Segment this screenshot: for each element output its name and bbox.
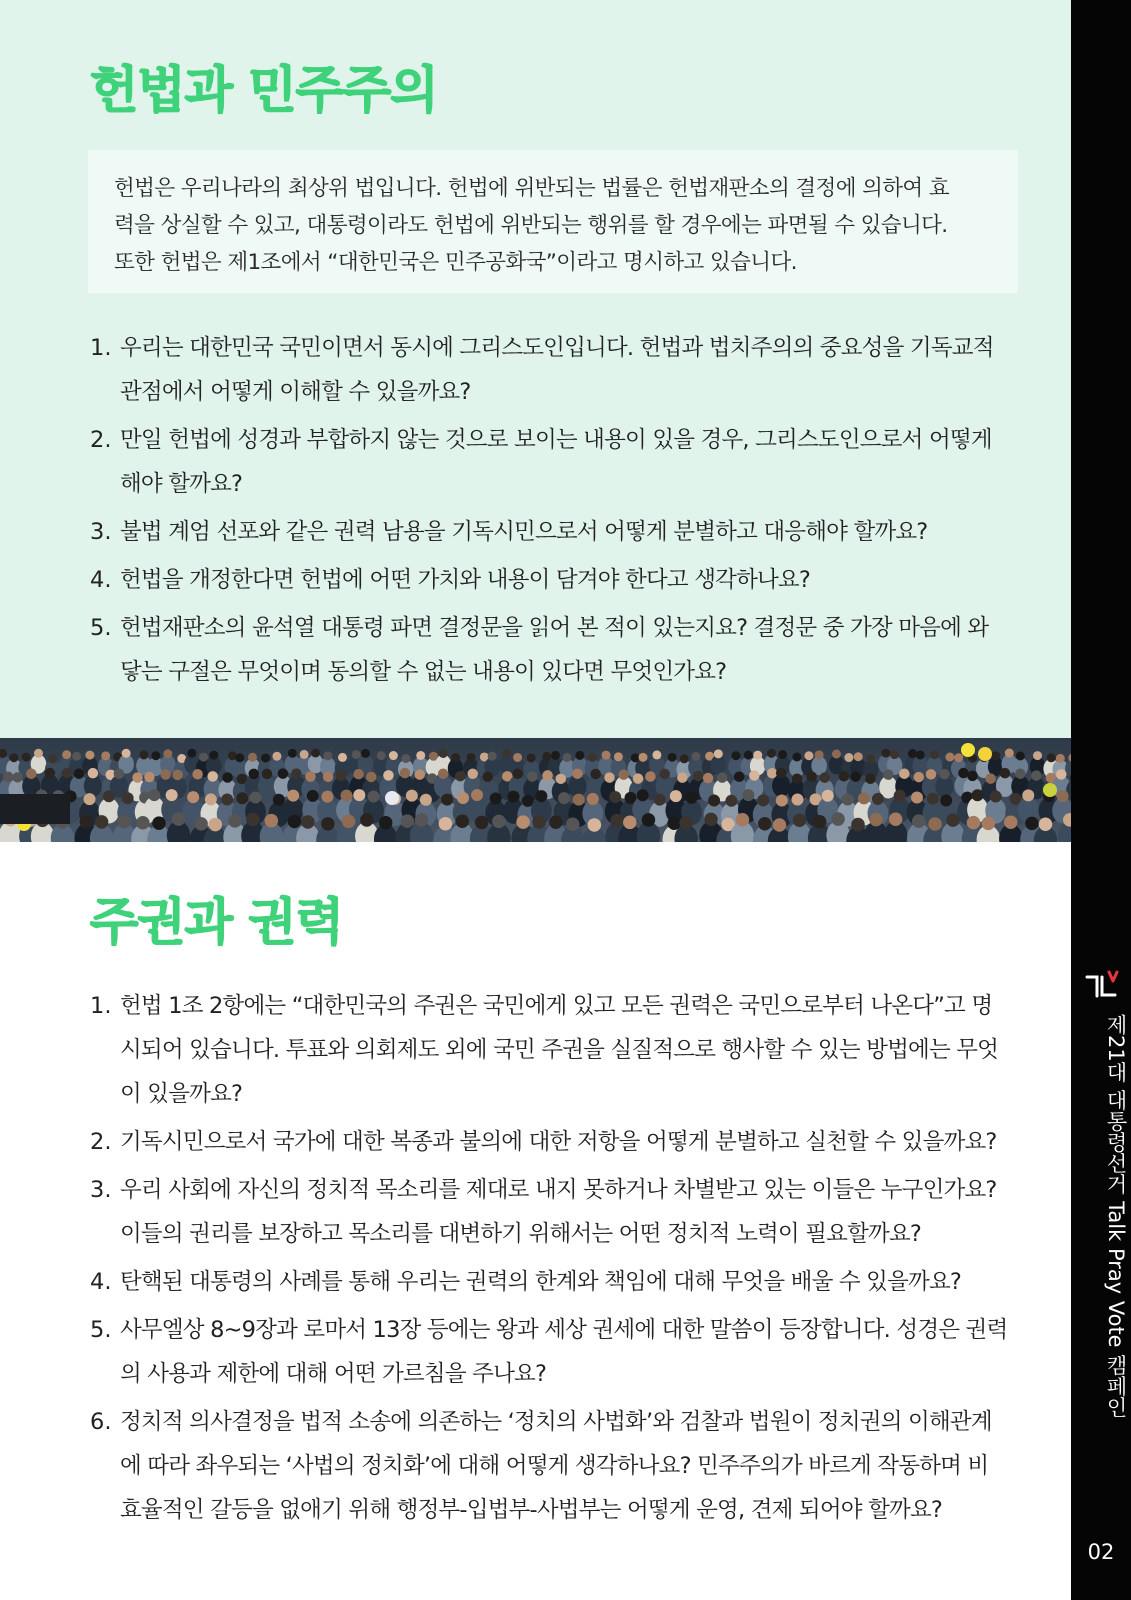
question-item — [90, 326, 1025, 414]
question-text: 불법 계엄 선포와 같은 권력 남용을 기독시민으로서 어떻게 분별하고 대응해야 할까요? — [120, 519, 928, 545]
brand-logo-icon — [1084, 968, 1120, 1002]
question-number: 4. — [90, 1269, 112, 1295]
question-text: 만일 헌법에 성경과 부합하지 않는 것으로 보이는 내용이 있을 경우, 그리스도인으로서 어떻게 — [120, 427, 992, 453]
question-number: 3. — [90, 1177, 112, 1203]
question-number: 3. — [90, 519, 112, 545]
question-number: 2. — [90, 1129, 112, 1155]
question-item — [90, 510, 1025, 554]
section-title-sovereignty: 주권과 권력 — [90, 893, 343, 951]
question-text: 정치적 의사결정을 법적 소송에 의존하는 ‘정치의 사법화’와 검찰과 법원이 정치권의 이해관계 — [120, 1409, 992, 1435]
question-item — [90, 1400, 1025, 1532]
question-text: 의 사용과 제한에 대해 어떤 가르침을 주나요? — [120, 1361, 547, 1387]
crowd-photo-banner — [0, 738, 1071, 842]
question-text: 헌법 1조 2항에는 “대한민국의 주권은 국민에게 있고 모든 권력은 국민으로부터 나온다”고 명 — [120, 993, 993, 1019]
question-number: 1. — [90, 993, 112, 1019]
question-text: 탄핵된 대통령의 사례를 통해 우리는 권력의 한계와 책임에 대해 무엇을 배울 수 있을까요? — [120, 1269, 962, 1295]
question-text: 시되어 있습니다. 투표와 의회제도 외에 국민 주권을 실질적으로 행사할 수 있는 방법에는 무엇 — [120, 1037, 999, 1063]
question-number: 5. — [90, 1317, 112, 1343]
question-item — [90, 418, 1025, 506]
question-number: 2. — [90, 427, 112, 453]
question-item — [90, 558, 1025, 602]
question-item — [90, 1260, 1025, 1304]
campaign-label: 제21대 대통령선거 Talk Pray Vote 캠페인 — [1104, 1014, 1128, 1418]
question-text: 이 있을까요? — [120, 1081, 243, 1107]
intro-line: 또한 헌법은 제1조에서 “대한민국은 민주공화국”이라고 명시하고 있습니다. — [114, 250, 797, 275]
question-item — [90, 1168, 1025, 1256]
page-number: 02 — [1087, 1540, 1115, 1564]
intro-line: 력을 상실할 수 있고, 대통령이라도 헌법에 위반되는 행위를 할 경우에는 파면될 수 있습니다. — [114, 213, 948, 238]
question-number: 4. — [90, 567, 112, 593]
question-number: 6. — [90, 1409, 112, 1435]
question-text: 우리 사회에 자신의 정치적 목소리를 제대로 내지 못하거나 차별받고 있는 이들은 누구인가요? — [120, 1177, 997, 1203]
question-text: 헌법을 개정한다면 헌법에 어떤 가치와 내용이 담겨야 한다고 생각하나요? — [120, 567, 811, 593]
question-item — [90, 606, 1025, 694]
question-text: 사무엘상 8~9장과 로마서 13장 등에는 왕과 세상 권세에 대한 말씀이 등장합니다. 성경은 권력 — [120, 1317, 1008, 1343]
question-text: 이들의 권리를 보장하고 목소리를 대변하기 위해서는 어떤 정치적 노력이 필요할까요? — [120, 1221, 922, 1247]
question-number: 1. — [90, 335, 112, 361]
intro-box — [88, 150, 1018, 293]
intro-line: 헌법은 우리나라의 최상위 법입니다. 헌법에 위반되는 법률은 헌법재판소의 결정에 의하여 효 — [114, 176, 950, 201]
question-item — [90, 1308, 1025, 1396]
question-text: 닿는 구절은 무엇이며 동의할 수 없는 내용이 있다면 무엇인가요? — [120, 659, 727, 685]
question-text: 기독시민으로서 국가에 대한 복종과 불의에 대한 저항을 어떻게 분별하고 실천할 수 있을까요? — [120, 1129, 997, 1155]
question-text: 효율적인 갈등을 없애기 위해 행정부-입법부-사법부는 어떻게 운영, 견제 되어야 할까요? — [120, 1497, 943, 1523]
question-text: 관점에서 어떻게 이해할 수 있을까요? — [120, 379, 471, 405]
question-item — [90, 984, 1025, 1116]
question-number: 5. — [90, 615, 112, 641]
section-title-constitution: 헌법과 민주주의 — [90, 61, 438, 119]
question-item — [90, 1120, 1025, 1164]
question-text: 에 따라 좌우되는 ‘사법의 정치화’에 대해 어떻게 생각하나요? 민주주의가 바르게 작동하며 비 — [120, 1453, 989, 1479]
question-text: 우리는 대한민국 국민이면서 동시에 그리스도인입니다. 헌법과 법치주의의 중요성을 기독교적 — [120, 335, 994, 361]
question-text: 해야 할까요? — [120, 471, 243, 497]
constitution-question-list — [90, 326, 1025, 698]
question-text: 헌법재판소의 윤석열 대통령 파면 결정문을 읽어 본 적이 있는지요? 결정문 중 가장 마음에 와 — [120, 615, 989, 641]
sovereignty-question-list — [90, 984, 1025, 1536]
crowd-photo — [0, 738, 1071, 842]
